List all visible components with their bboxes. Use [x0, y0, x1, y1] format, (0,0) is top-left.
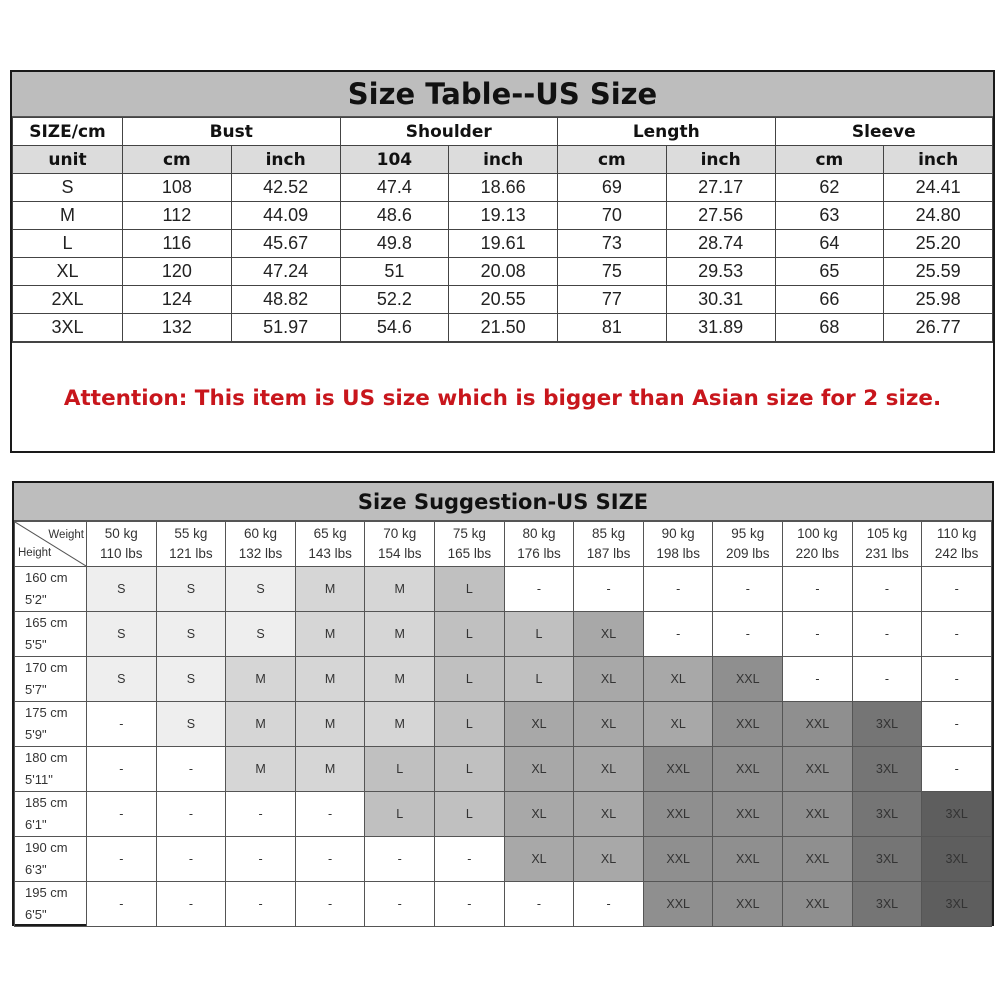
- size-suggestion-cell: -: [922, 747, 992, 792]
- size-suggestion-cell: M: [295, 657, 365, 702]
- size-table-unit-cell: cm: [775, 146, 884, 174]
- corner-height-label: Height: [18, 547, 52, 559]
- size-table-cell: 28.74: [666, 230, 775, 258]
- size-suggestion-cell: M: [295, 702, 365, 747]
- size-suggestion-cell: 3XL: [852, 882, 922, 927]
- height-cm: 175 cm: [25, 705, 68, 720]
- size-table-row: [13, 286, 993, 314]
- weight-lbs: 220 lbs: [795, 546, 840, 561]
- size-suggestion-cell: L: [435, 792, 505, 837]
- size-table-header-cell: Length: [558, 118, 776, 146]
- size-suggestion-cell: S: [87, 612, 157, 657]
- size-table-cell: M: [13, 202, 123, 230]
- size-suggestion-cell: L: [504, 612, 574, 657]
- size-suggestion-cell: -: [852, 657, 922, 702]
- size-suggestion-cell: L: [435, 567, 505, 612]
- size-suggestion-cell: M: [295, 747, 365, 792]
- size-table-cell: 120: [123, 258, 232, 286]
- size-table-header-cell: Shoulder: [340, 118, 558, 146]
- height-header-cell: [15, 612, 87, 657]
- weight-kg: 85 kg: [592, 526, 626, 541]
- weight-header-cell: [922, 522, 992, 567]
- height-ft: 5'5": [25, 637, 47, 652]
- weight-kg: 100 kg: [797, 526, 838, 541]
- size-suggestion-cell: -: [643, 567, 713, 612]
- size-table-header-cell: SIZE/cm: [13, 118, 123, 146]
- size-table: [10, 70, 995, 453]
- size-table-cell: 52.2: [340, 286, 449, 314]
- height-row: [15, 882, 992, 927]
- size-suggestion-cell: XL: [504, 792, 574, 837]
- size-table-cell: 69: [558, 174, 667, 202]
- weight-kg: 80 kg: [522, 526, 556, 541]
- size-table-row: [13, 202, 993, 230]
- size-table-cell: XL: [13, 258, 123, 286]
- size-table-cell: 25.59: [884, 258, 993, 286]
- size-suggestion-cell: -: [574, 882, 644, 927]
- size-suggestion-cell: S: [156, 567, 226, 612]
- size-table-cell: 20.08: [449, 258, 558, 286]
- size-suggestion-cell: -: [295, 882, 365, 927]
- size-suggestion-cell: XL: [574, 792, 644, 837]
- height-row: [15, 702, 992, 747]
- size-suggestion-cell: -: [226, 882, 296, 927]
- size-table-cell: 73: [558, 230, 667, 258]
- size-table-unit-cell: inch: [666, 146, 775, 174]
- size-suggestion-cell: XXL: [643, 747, 713, 792]
- size-table-cell: 65: [775, 258, 884, 286]
- size-chart-table: [12, 117, 993, 342]
- size-suggestion-cell: 3XL: [852, 792, 922, 837]
- height-header-cell: [15, 567, 87, 612]
- size-suggestion-cell: -: [783, 657, 853, 702]
- size-suggestion-cell: -: [922, 702, 992, 747]
- height-cm: 165 cm: [25, 615, 68, 630]
- size-suggestion-cell: M: [295, 612, 365, 657]
- size-table-cell: 20.55: [449, 286, 558, 314]
- weight-kg: 105 kg: [866, 526, 908, 541]
- size-suggestion-cell: -: [922, 657, 992, 702]
- size-suggestion-cell: -: [783, 612, 853, 657]
- size-table-cell: 66: [775, 286, 884, 314]
- weight-kg: 55 kg: [174, 526, 208, 541]
- size-suggestion-cell: -: [87, 837, 157, 882]
- size-suggestion-cell: XL: [574, 747, 644, 792]
- weight-lbs: 110 lbs: [100, 546, 143, 561]
- size-suggestion-cell: -: [852, 612, 922, 657]
- size-table-cell: 75: [558, 258, 667, 286]
- weight-kg: 70 kg: [383, 526, 417, 541]
- weight-kg: 65 kg: [313, 526, 347, 541]
- size-suggestion-cell: S: [156, 702, 226, 747]
- size-table-cell: 48.6: [340, 202, 449, 230]
- size-suggestion-cell: XXL: [783, 702, 853, 747]
- size-suggestion-cell: S: [156, 612, 226, 657]
- size-suggestion-cell: XXL: [643, 882, 713, 927]
- height-header-cell: [15, 837, 87, 882]
- size-suggestion-cell: -: [365, 837, 435, 882]
- weight-header-cell: [713, 522, 783, 567]
- size-table-cell: 77: [558, 286, 667, 314]
- size-table-unit-cell: unit: [13, 146, 123, 174]
- size-table-cell: 68: [775, 314, 884, 342]
- height-cm: 185 cm: [25, 795, 68, 810]
- size-suggestion-cell: -: [713, 567, 783, 612]
- size-suggestion-cell: -: [643, 612, 713, 657]
- size-suggestion-cell: -: [156, 792, 226, 837]
- weight-kg: 95 kg: [731, 526, 765, 541]
- size-table-cell: 47.24: [231, 258, 340, 286]
- weight-header-cell: [852, 522, 922, 567]
- weight-lbs: 121 lbs: [169, 546, 213, 561]
- size-table-cell: 21.50: [449, 314, 558, 342]
- size-suggestion-cell: -: [87, 882, 157, 927]
- size-suggestion-cell: -: [156, 837, 226, 882]
- size-table-cell: 3XL: [13, 314, 123, 342]
- size-table-row: [13, 230, 993, 258]
- weight-header-cell: [87, 522, 157, 567]
- size-table-unit-cell: inch: [884, 146, 993, 174]
- size-table-cell: S: [13, 174, 123, 202]
- size-table-cell: 24.80: [884, 202, 993, 230]
- size-table-cell: 24.41: [884, 174, 993, 202]
- size-suggestion-cell: XXL: [713, 702, 783, 747]
- size-suggestion-cell: -: [435, 882, 505, 927]
- size-table-cell: 70: [558, 202, 667, 230]
- height-ft: 5'2": [25, 592, 47, 607]
- size-suggestion-cell: XXL: [713, 792, 783, 837]
- height-row: [15, 837, 992, 882]
- height-ft: 5'9": [25, 727, 47, 742]
- size-suggestion-cell: -: [504, 882, 574, 927]
- weight-header-cell: [365, 522, 435, 567]
- size-suggestion-cell: -: [156, 747, 226, 792]
- size-suggestion-cell: M: [295, 567, 365, 612]
- size-table-cell: 45.67: [231, 230, 340, 258]
- size-suggestion-cell: S: [87, 567, 157, 612]
- size-suggestion-cell: XXL: [783, 792, 853, 837]
- height-row: [15, 567, 992, 612]
- size-suggestion-cell: -: [87, 747, 157, 792]
- height-header-cell: [15, 657, 87, 702]
- height-cm: 195 cm: [25, 885, 68, 900]
- size-suggestion-cell: -: [295, 837, 365, 882]
- size-suggestion-cell: XL: [643, 657, 713, 702]
- attention-notice: [12, 342, 993, 453]
- height-ft: 6'1": [25, 817, 47, 832]
- size-table-row: [13, 258, 993, 286]
- size-table-row: [13, 174, 993, 202]
- size-table-unit-cell: inch: [231, 146, 340, 174]
- size-suggestion-cell: -: [365, 882, 435, 927]
- size-suggestion-cell: -: [295, 792, 365, 837]
- weight-lbs: 165 lbs: [447, 546, 492, 561]
- weight-header-cell: [156, 522, 226, 567]
- weight-lbs: 198 lbs: [656, 546, 700, 561]
- size-suggestion-cell: XXL: [783, 747, 853, 792]
- size-table-cell: 26.77: [884, 314, 993, 342]
- size-table-cell: 44.09: [231, 202, 340, 230]
- size-table-cell: 49.8: [340, 230, 449, 258]
- size-table-header-cell: Sleeve: [775, 118, 993, 146]
- weight-lbs: 154 lbs: [377, 546, 422, 561]
- size-suggestion-cell: XL: [504, 747, 574, 792]
- size-table-cell: 27.17: [666, 174, 775, 202]
- height-cm: 170 cm: [25, 660, 68, 675]
- size-table-unit-cell: cm: [558, 146, 667, 174]
- weight-header-cell: [504, 522, 574, 567]
- size-suggestion-cell: XL: [504, 837, 574, 882]
- height-ft: 5'11": [25, 772, 53, 787]
- size-suggestion-cell: -: [226, 837, 296, 882]
- size-suggestion-cell: M: [365, 612, 435, 657]
- size-suggestion-cell: S: [226, 612, 296, 657]
- size-suggestion-cell: XXL: [713, 747, 783, 792]
- size-table-cell: 81: [558, 314, 667, 342]
- size-suggestion-cell: XL: [574, 837, 644, 882]
- size-table-cell: 108: [123, 174, 232, 202]
- height-header-cell: [15, 747, 87, 792]
- size-suggestion-cell: -: [87, 792, 157, 837]
- size-suggestion-cell: -: [713, 612, 783, 657]
- size-table-cell: 116: [123, 230, 232, 258]
- size-suggestion-cell: XXL: [713, 657, 783, 702]
- size-table-header-row: [13, 118, 993, 146]
- weight-kg: 75 kg: [452, 526, 486, 541]
- size-suggestion-cell: XXL: [783, 837, 853, 882]
- weight-lbs: 143 lbs: [308, 546, 352, 561]
- size-suggestion-cell: 3XL: [922, 882, 992, 927]
- size-suggestion-cell: M: [365, 657, 435, 702]
- size-suggestion-cell: -: [783, 567, 853, 612]
- attention-text: Attention: This item is US size which is bigger than Asian size for 2 size.: [63, 385, 942, 411]
- size-suggestion-cell: XL: [643, 702, 713, 747]
- size-suggestion-cell: S: [156, 657, 226, 702]
- weight-lbs: 231 lbs: [865, 546, 909, 561]
- size-suggestion-cell: L: [435, 657, 505, 702]
- size-suggestion-cell: XXL: [713, 882, 783, 927]
- size-suggestion-cell: M: [365, 702, 435, 747]
- size-suggestion: [12, 481, 994, 926]
- size-table-cell: 18.66: [449, 174, 558, 202]
- weight-kg: 90 kg: [661, 526, 695, 541]
- size-table-cell: 29.53: [666, 258, 775, 286]
- size-suggestion-cell: -: [156, 882, 226, 927]
- size-table-title: Size Table--US Size: [12, 72, 993, 117]
- size-table-cell: 30.31: [666, 286, 775, 314]
- size-table-cell: 25.98: [884, 286, 993, 314]
- size-table-cell: 42.52: [231, 174, 340, 202]
- size-suggestion-cell: S: [226, 567, 296, 612]
- weight-lbs: 242 lbs: [934, 546, 979, 561]
- height-row: [15, 792, 992, 837]
- size-table-cell: 51: [340, 258, 449, 286]
- size-suggestion-cell: 3XL: [852, 837, 922, 882]
- size-table-cell: 62: [775, 174, 884, 202]
- height-header-cell: [15, 702, 87, 747]
- size-suggestion-cell: L: [435, 747, 505, 792]
- height-row: [15, 747, 992, 792]
- size-table-cell: 63: [775, 202, 884, 230]
- size-table-cell: 19.61: [449, 230, 558, 258]
- size-table-cell: 27.56: [666, 202, 775, 230]
- size-suggestion-table: [14, 521, 992, 927]
- size-suggestion-cell: XL: [574, 657, 644, 702]
- weight-lbs: 187 lbs: [586, 546, 631, 561]
- weight-header-cell: [295, 522, 365, 567]
- weight-lbs: 132 lbs: [238, 546, 283, 561]
- size-suggestion-cell: L: [504, 657, 574, 702]
- size-suggestion-cell: -: [226, 792, 296, 837]
- height-row: [15, 612, 992, 657]
- weight-kg: 50 kg: [104, 526, 138, 541]
- weight-kg: 60 kg: [244, 526, 278, 541]
- size-suggestion-cell: XL: [504, 702, 574, 747]
- weight-header-cell: [435, 522, 505, 567]
- size-table-unit-cell: 104: [340, 146, 449, 174]
- weight-header-cell: [574, 522, 644, 567]
- size-suggestion-cell: XL: [574, 612, 644, 657]
- size-table-cell: 19.13: [449, 202, 558, 230]
- size-table-cell: 124: [123, 286, 232, 314]
- size-table-cell: 25.20: [884, 230, 993, 258]
- size-suggestion-cell: L: [365, 747, 435, 792]
- size-suggestion-cell: -: [87, 702, 157, 747]
- size-suggestion-cell: 3XL: [922, 792, 992, 837]
- size-table-cell: L: [13, 230, 123, 258]
- weight-lbs: 176 lbs: [517, 546, 561, 561]
- size-suggestion-cell: -: [922, 612, 992, 657]
- height-ft: 6'3": [25, 862, 47, 877]
- corner-weight-label: Weight: [48, 529, 84, 541]
- weight-header-cell: [643, 522, 713, 567]
- size-table-cell: 112: [123, 202, 232, 230]
- size-table-cell: 31.89: [666, 314, 775, 342]
- size-suggestion-cell: -: [574, 567, 644, 612]
- size-table-cell: 48.82: [231, 286, 340, 314]
- size-table-cell: 2XL: [13, 286, 123, 314]
- size-suggestion-cell: M: [365, 567, 435, 612]
- size-suggestion-cell: L: [435, 612, 505, 657]
- size-suggestion-cell: -: [922, 567, 992, 612]
- size-table-cell: 132: [123, 314, 232, 342]
- size-suggestion-cell: 3XL: [852, 747, 922, 792]
- height-cm: 190 cm: [25, 840, 68, 855]
- size-table-unit-cell: inch: [449, 146, 558, 174]
- size-suggestion-cell: L: [365, 792, 435, 837]
- size-table-cell: 54.6: [340, 314, 449, 342]
- size-table-unit-cell: cm: [123, 146, 232, 174]
- size-suggestion-cell: 3XL: [852, 702, 922, 747]
- size-suggestion-cell: XXL: [783, 882, 853, 927]
- size-table-cell: 47.4: [340, 174, 449, 202]
- size-suggestion-cell: M: [226, 657, 296, 702]
- height-row: [15, 657, 992, 702]
- corner-cell: [15, 522, 87, 567]
- size-suggestion-cell: -: [504, 567, 574, 612]
- size-suggestion-title: Size Suggestion-US SIZE: [14, 483, 992, 521]
- size-suggestion-cell: S: [87, 657, 157, 702]
- size-suggestion-cell: XXL: [713, 837, 783, 882]
- size-suggestion-cell: XXL: [643, 837, 713, 882]
- size-suggestion-cell: 3XL: [922, 837, 992, 882]
- size-table-row: [13, 314, 993, 342]
- weight-header-cell: [783, 522, 853, 567]
- weight-lbs: 209 lbs: [726, 546, 770, 561]
- weight-header-cell: [226, 522, 296, 567]
- size-table-unit-row: [13, 146, 993, 174]
- size-table-cell: 64: [775, 230, 884, 258]
- height-cm: 160 cm: [25, 570, 68, 585]
- weight-kg: 110 kg: [936, 526, 977, 541]
- size-suggestion-cell: M: [226, 702, 296, 747]
- size-suggestion-cell: -: [852, 567, 922, 612]
- size-suggestion-cell: L: [435, 702, 505, 747]
- height-header-cell: [15, 792, 87, 837]
- height-ft: 5'7": [25, 682, 47, 697]
- size-suggestion-cell: XL: [574, 702, 644, 747]
- size-table-header-cell: Bust: [123, 118, 341, 146]
- size-table-cell: 51.97: [231, 314, 340, 342]
- size-suggestion-cell: -: [435, 837, 505, 882]
- height-ft: 6'5": [25, 907, 47, 922]
- size-suggestion-cell: M: [226, 747, 296, 792]
- height-header-cell: [15, 882, 87, 927]
- size-suggestion-cell: XXL: [643, 792, 713, 837]
- weight-header-row: [15, 522, 992, 567]
- height-cm: 180 cm: [25, 750, 68, 765]
